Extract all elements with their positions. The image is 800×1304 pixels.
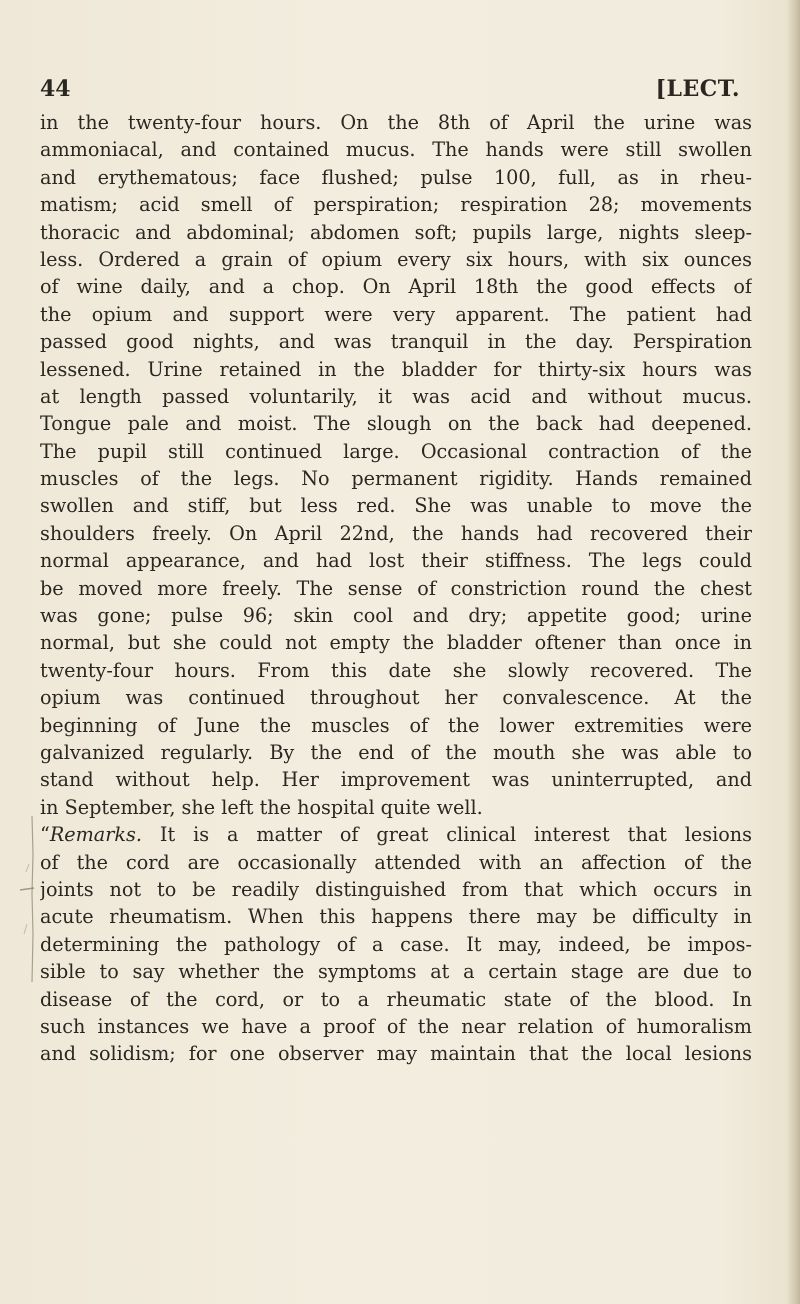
text-line: acute rheumatism. When this happens there may be difficulty in: [40, 905, 752, 929]
text-line: and erythematous; face flushed; pulse 100, full, as in rheu-: [40, 165, 752, 189]
text-line: less. Ordered a grain of opium every six hours, with six ounces: [40, 247, 752, 271]
remarks-label: Remarks.: [49, 823, 142, 847]
text-line: joints not to be readily distinguished from that which occurs in: [40, 877, 752, 901]
running-head: [LECT.: [655, 76, 740, 102]
text-line: stand without help. Her improvement was uninterrupted, and: [40, 768, 752, 792]
text-line: normal appearance, and had lost their stiffness. The legs could: [40, 549, 752, 573]
text-line: Tongue pale and moist. The slough on the back had deepened.: [40, 412, 752, 436]
text-line: disease of the cord, or to a rheumatic state of the blood. In: [40, 987, 752, 1011]
text-line: at length passed voluntarily, it was acid and without mucus.: [40, 384, 752, 408]
remarks-first-line: [40, 821, 752, 848]
text-line: swollen and stiff, but less red. She was unable to move the: [40, 494, 752, 518]
text-line: and solidism; for one observer may maintain that the local lesions: [40, 1042, 752, 1066]
text-line: shoulders freely. On April 22nd, the hands had recovered their: [40, 521, 752, 545]
text-line: in the twenty-four hours. On the 8th of April the urine was: [40, 111, 752, 134]
text-line: opium was continued throughout her convalescence. At the: [40, 686, 752, 710]
text-line: such instances we have a proof of the near relation of humoralism: [40, 1014, 752, 1038]
text-line: The pupil still continued large. Occasional contraction of the: [40, 439, 752, 463]
text-line: matism; acid smell of perspiration; respiration 28; movements: [40, 193, 752, 217]
page-header: [40, 76, 740, 108]
body-text: [40, 109, 752, 1068]
text-line: thoracic and abdominal; abdomen soft; pupils large, nights sleep-: [40, 220, 752, 244]
text-line: sible to say whether the symptoms at a certain stage are due to: [40, 960, 752, 984]
text-line: galvanized regularly. By the end of the mouth she was able to: [40, 740, 752, 764]
text-line: ammoniacal, and contained mucus. The hands were still swollen: [40, 138, 752, 162]
text-line: of wine daily, and a chop. On April 18th the good effects of: [40, 275, 752, 299]
text-line: determining the pathology of a case. It may, indeed, be impos-: [40, 932, 752, 956]
text-line: beginning of June the muscles of the lower extremities were: [40, 713, 752, 737]
page-number: 44: [40, 76, 71, 102]
text-line: was gone; pulse 96; skin cool and dry; appetite good; urine: [40, 604, 752, 628]
text-line: normal, but she could not empty the bladder oftener than once in: [40, 631, 752, 655]
text-line: passed good nights, and was tranquil in the day. Perspiration: [40, 330, 752, 354]
margin-pencil-mark: [20, 814, 40, 984]
open-quote: “: [40, 823, 50, 847]
text-line: twenty-four hours. From this date she slowly recovered. The: [40, 658, 752, 682]
text-line: the opium and support were very apparent. The patient had: [40, 302, 752, 326]
remarks-first-line-text: It is a matter of great clinical interest that lesions: [142, 823, 752, 847]
text-line: in September, she left the hospital quite well.: [40, 795, 483, 819]
text-line: of the cord are occasionally attended with an affection of the: [40, 850, 752, 874]
text-line: lessened. Urine retained in the bladder for thirty-six hours was: [40, 357, 752, 381]
page-edge-shadow: [786, 0, 800, 1304]
text-line: be moved more freely. The sense of constriction round the chest: [40, 576, 752, 600]
text-line: muscles of the legs. No permanent rigidity. Hands remained: [40, 467, 752, 491]
